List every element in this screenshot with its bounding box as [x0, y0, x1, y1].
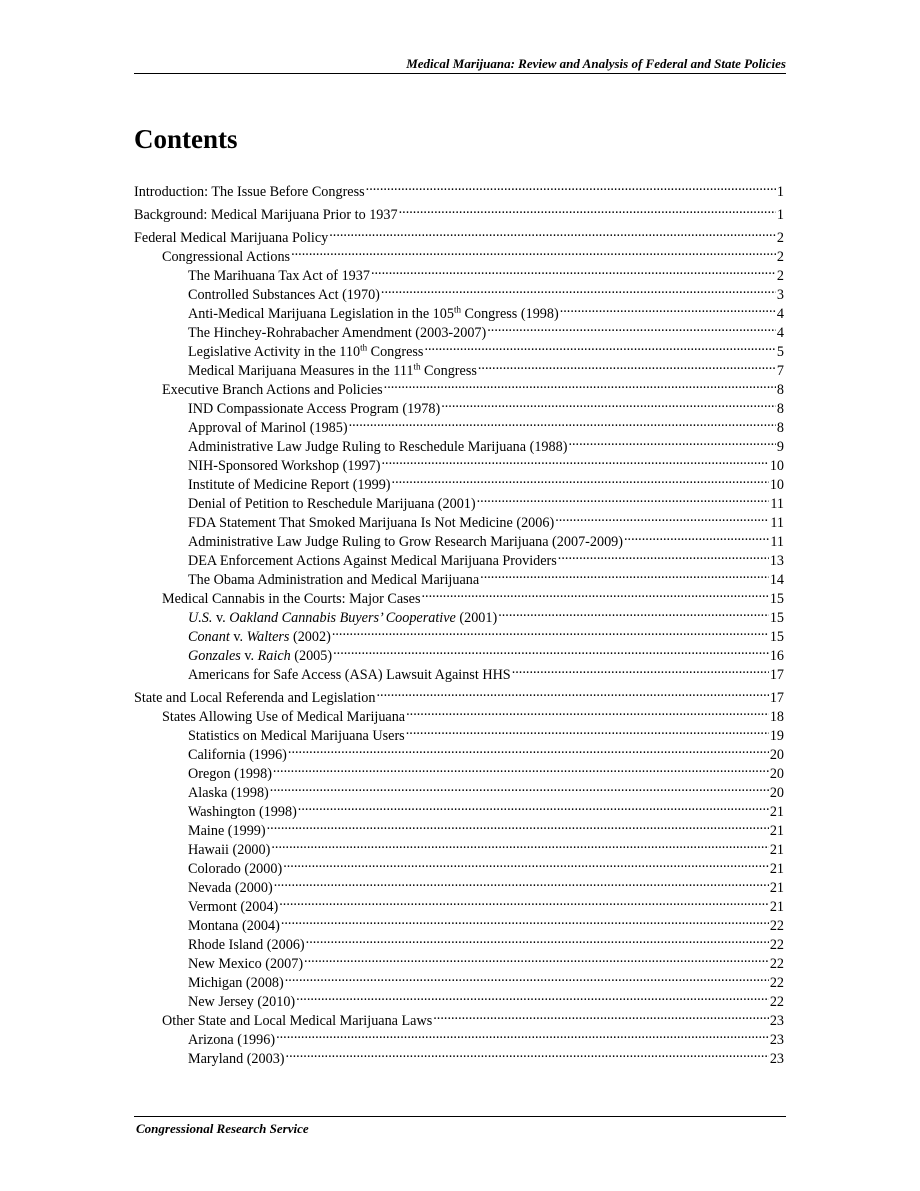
toc-page-number: 21 — [769, 899, 784, 915]
toc-entry-label: Background: Medical Marijuana Prior to 1937 — [134, 207, 398, 223]
dot-leader — [381, 451, 768, 470]
toc-entry-label: Institute of Medicine Report (1999) — [188, 477, 391, 493]
dot-leader — [487, 318, 776, 337]
dot-leader — [371, 261, 776, 280]
dot-leader — [555, 508, 769, 527]
toc-entry[interactable] — [134, 200, 784, 223]
toc-entry[interactable] — [134, 683, 784, 706]
toc-entry[interactable] — [134, 223, 784, 246]
toc-entry-label: Alaska (1998) — [188, 785, 269, 801]
dot-leader — [288, 740, 769, 759]
toc-entry-label: Medical Marijuana Measures in the 111th Congress — [188, 361, 477, 379]
toc-entry-label: Conant v. Walters (2002) — [188, 629, 331, 645]
toc-entry-label: California (1996) — [188, 747, 287, 763]
toc-page-number: 14 — [769, 572, 784, 588]
dot-leader — [399, 200, 776, 219]
dot-leader — [441, 394, 776, 413]
toc-entry-label: Michigan (2008) — [188, 975, 284, 991]
toc-page-number: 1 — [776, 207, 784, 223]
toc-entry-label: Medical Cannabis in the Courts: Major Cases — [162, 591, 421, 607]
toc-entry-label: Approval of Marinol (1985) — [188, 420, 348, 436]
toc-page-number: 4 — [776, 325, 784, 341]
dot-leader — [286, 1044, 769, 1063]
toc-page-number: 11 — [770, 534, 784, 550]
toc-entry-label: IND Compassionate Access Program (1978) — [188, 401, 441, 417]
toc-page-number: 18 — [769, 709, 784, 725]
toc-page-number: 1 — [776, 184, 784, 200]
dot-leader — [274, 873, 769, 892]
dot-leader — [267, 816, 769, 835]
toc-page-number: 3 — [776, 287, 784, 303]
toc-page-number: 10 — [769, 477, 784, 493]
toc-entry-label: New Mexico (2007) — [188, 956, 304, 972]
toc-page-number: 23 — [769, 1013, 784, 1029]
toc-page-number: 11 — [770, 515, 784, 531]
toc-page-number: 15 — [769, 591, 784, 607]
toc-page-number: 21 — [769, 804, 784, 820]
table-of-contents — [134, 177, 784, 1067]
toc-page-number: 2 — [776, 249, 784, 265]
toc-entry-label: Administrative Law Judge Ruling to Reschedule Marijuana (1988) — [188, 439, 568, 455]
toc-entry-label: FDA Statement That Smoked Marijuana Is Not Medicine (2006) — [188, 515, 555, 531]
dot-leader — [477, 489, 770, 508]
toc-page-number: 13 — [769, 553, 784, 569]
dot-leader — [384, 375, 776, 394]
dot-leader — [422, 584, 769, 603]
dot-leader — [333, 641, 769, 660]
dot-leader — [271, 835, 768, 854]
toc-entry-label: Controlled Substances Act (1970) — [188, 287, 380, 303]
toc-entry-label: Vermont (2004) — [188, 899, 279, 915]
toc-page-number: 2 — [776, 230, 784, 246]
dot-leader — [424, 337, 775, 356]
toc-entry-label: State and Local Referenda and Legislation — [134, 690, 376, 706]
toc-page-number: 8 — [776, 401, 784, 417]
dot-leader — [478, 356, 776, 375]
toc-page-number: 2 — [776, 268, 784, 284]
toc-page-number: 15 — [769, 629, 784, 645]
dot-leader — [377, 683, 769, 702]
toc-page-number: 17 — [769, 667, 784, 683]
footer-publisher: Congressional Research Service — [136, 1121, 309, 1136]
toc-page-number: 4 — [776, 306, 784, 322]
dot-leader — [406, 702, 769, 721]
dot-leader — [624, 527, 769, 546]
toc-entry-label: Oregon (1998) — [188, 766, 272, 782]
toc-page-number: 8 — [776, 420, 784, 436]
toc-entry-label: Arizona (1996) — [188, 1032, 276, 1048]
toc-entry-label: DEA Enforcement Actions Against Medical Marijuana Providers — [188, 553, 557, 569]
toc-page-number: 10 — [769, 458, 784, 474]
dot-leader — [406, 721, 769, 740]
toc-entry-label: Other State and Local Medical Marijuana Laws — [162, 1013, 433, 1029]
dot-leader — [298, 797, 769, 816]
toc-entry-label: New Jersey (2010) — [188, 994, 296, 1010]
toc-entry-label: Gonzales v. Raich (2005) — [188, 648, 333, 664]
dot-leader — [291, 242, 776, 261]
dot-leader — [276, 1025, 769, 1044]
dot-leader — [283, 854, 769, 873]
toc-entry-label: Anti-Medical Marijuana Legislation in the 105th Congress (1998) — [188, 304, 559, 322]
toc-page-number: 20 — [769, 785, 784, 801]
footer-rule — [134, 1116, 786, 1117]
dot-leader — [285, 968, 769, 987]
toc-entry-label: The Obama Administration and Medical Marijuana — [188, 572, 480, 588]
dot-leader — [306, 930, 769, 949]
toc-entry-label: Maryland (2003) — [188, 1051, 285, 1067]
toc-page-number: 22 — [769, 994, 784, 1010]
toc-entry[interactable] — [134, 177, 784, 200]
toc-entry-label: Denial of Petition to Reschedule Marijuana (2001) — [188, 496, 476, 512]
dot-leader — [433, 1006, 769, 1025]
toc-entry-label: Nevada (2000) — [188, 880, 273, 896]
toc-entry-label: Colorado (2000) — [188, 861, 283, 877]
toc-page-number: 8 — [776, 382, 784, 398]
header-rule — [134, 73, 786, 74]
dot-leader — [512, 660, 769, 679]
toc-entry-label: Administrative Law Judge Ruling to Grow Research Marijuana (2007-2009) — [188, 534, 623, 550]
dot-leader — [273, 759, 769, 778]
toc-entry-label: Rhode Island (2006) — [188, 937, 305, 953]
dot-leader — [560, 299, 776, 318]
toc-entry-label: NIH-Sponsored Workshop (1997) — [188, 458, 381, 474]
toc-page-number: 23 — [769, 1051, 784, 1067]
toc-page-number: 20 — [769, 766, 784, 782]
toc-page-number: 22 — [769, 937, 784, 953]
toc-page-number: 7 — [776, 363, 784, 379]
page-title: Contents — [134, 124, 238, 154]
toc-page-number: 22 — [769, 918, 784, 934]
toc-page-number: 21 — [769, 842, 784, 858]
toc-entry-label: Montana (2004) — [188, 918, 280, 934]
toc-page-number: 17 — [769, 690, 784, 706]
toc-entry-label: U.S. v. Oakland Cannabis Buyers’ Cooperative (2001) — [188, 610, 498, 626]
toc-entry-label: Maine (1999) — [188, 823, 266, 839]
dot-leader — [304, 949, 769, 968]
dot-leader — [329, 223, 776, 242]
toc-page-number: 15 — [769, 610, 784, 626]
toc-entry-label: Congressional Actions — [162, 249, 291, 265]
toc-entry-label: Introduction: The Issue Before Congress — [134, 184, 365, 200]
toc-page-number: 23 — [769, 1032, 784, 1048]
toc-entry-label: States Allowing Use of Medical Marijuana — [162, 709, 406, 725]
toc-page-number: 22 — [769, 956, 784, 972]
dot-leader — [279, 892, 769, 911]
running-header: Medical Marijuana: Review and Analysis of Federal and State Policies — [406, 56, 786, 71]
toc-page-number: 22 — [769, 975, 784, 991]
toc-entry-label: Federal Medical Marijuana Policy — [134, 230, 329, 246]
dot-leader — [296, 987, 769, 1006]
toc-page-number: 21 — [769, 823, 784, 839]
toc-page-number: 5 — [776, 344, 784, 360]
dot-leader — [480, 565, 769, 584]
dot-leader — [498, 603, 769, 622]
dot-leader — [270, 778, 769, 797]
toc-entry-label: Washington (1998) — [188, 804, 297, 820]
toc-entry-label: The Hinchey-Rohrabacher Amendment (2003-2007) — [188, 325, 487, 341]
toc-entry-label: Statistics on Medical Marijuana Users — [188, 728, 405, 744]
toc-page-number: 21 — [769, 880, 784, 896]
dot-leader — [381, 280, 776, 299]
toc-entry-label: The Marihuana Tax Act of 1937 — [188, 268, 370, 284]
toc-entry-label: Americans for Safe Access (ASA) Lawsuit Against HHS — [188, 667, 511, 683]
toc-page-number: 9 — [776, 439, 784, 455]
toc-page-number: 21 — [769, 861, 784, 877]
dot-leader — [349, 413, 776, 432]
dot-leader — [332, 622, 769, 641]
dot-leader — [568, 432, 775, 451]
dot-leader — [558, 546, 769, 565]
toc-page-number: 19 — [769, 728, 784, 744]
toc-page-number: 11 — [770, 496, 784, 512]
dot-leader — [392, 470, 769, 489]
toc-entry-label: Hawaii (2000) — [188, 842, 271, 858]
dot-leader — [281, 911, 769, 930]
toc-entry-label: Legislative Activity in the 110th Congress — [188, 342, 424, 360]
toc-page-number: 16 — [769, 648, 784, 664]
toc-page-number: 20 — [769, 747, 784, 763]
toc-entry-label: Executive Branch Actions and Policies — [162, 382, 383, 398]
dot-leader — [366, 177, 776, 196]
